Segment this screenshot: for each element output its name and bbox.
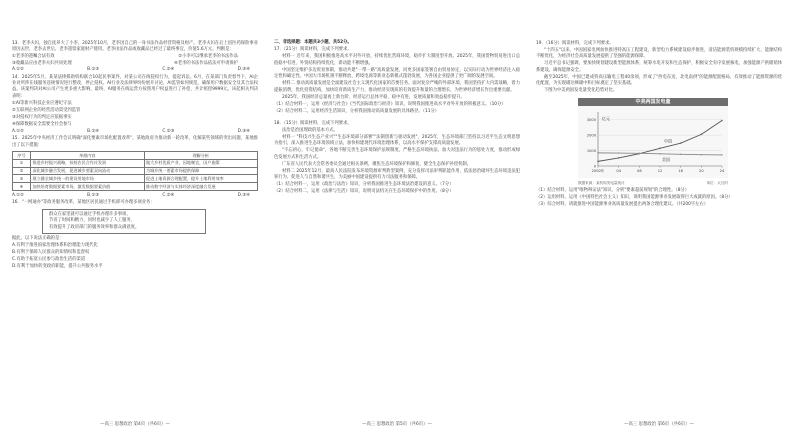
question-14-text: 14．2025年5月，某某法律援助机构联合10起民事案件，对某公司在线侵权行为，提起诉讼。6月，在某部门负责督导下，AI企业对所涉在线服务违规情况进行整改，停止侵权。AI行业及法律界纷纷展开讨论，AI监管如何规范，确保用户数据安全及其合法权益。该案判决对AI公司产生更多重大影响，最终，AI服务在线运营方按照用户权益进行了补偿，共计赔偿9999元。该起相关判决表明： [12, 74, 258, 99]
question-17 [274, 47, 520, 115]
data-point [597, 160, 598, 161]
section-heading: 二、非选择题：本题共3小题，共52分。 [274, 40, 352, 45]
answer-d: D.③④ [237, 67, 250, 73]
y-tick-label: 2000 [586, 133, 596, 138]
data-point [659, 147, 660, 148]
sub-question: （1）结合材料一，运用《经济与社会》《当代国际政治与经济》知识，说明我国推进高水平对外开放的积极意义。（10分） [274, 101, 506, 107]
material-paragraph: 材料二 2025年12月，最高人民法院发布环境资源审判典型案例，充分发挥司法审判职能作用，依法惩治破坏生态环境违法犯罪行为，促进人与自然和谐共生，为美丽中国建设提供有力司法服务和保障。 [274, 168, 520, 181]
sub-question: （1）结合材料一，运用《政治与法治》知识，分析我国推进生态环境法治建设的意义。（7分） [274, 182, 454, 188]
material-paragraph: "不忘初心，牢记使命"，各地不断完善生态环境保护法规制度，严格生态环境执法，加大对违法行为的惩处力度，推动形成绿色发展方式和生活方式。 [274, 148, 520, 160]
y-tick-label: 1000 [586, 148, 596, 153]
y-tick-label: 3000 [586, 117, 596, 122]
sub-question: （2）结合材料二，运用《法律与生活》知识，说明司法机关在生态环境保护中的作用。（8分） [274, 189, 454, 195]
y-tick-label: 0 [593, 163, 596, 168]
material-paragraph: "十四五"以来，中国国家电网加快推进特高压工程建设，新型电力系统建设稳步推进，清洁能源装机规模持续扩大，能源结构不断优化，为经济社会高质量发展提供了坚强的能源保障。 [536, 48, 782, 60]
question-13-answers [12, 67, 258, 73]
question-13-text: 13．老李夫妇，独自抚养大了小李，2025年10月，老李因自己的一身书法作品经营资格及财产。老李夫妇在后上因医药保险事业原因去世，老李去世后，老李遗留家庭财产使用。老李由法作品或收藏品已经过了最终事宜，价值5.6万元。判断是： [12, 41, 258, 53]
data-point [721, 154, 722, 155]
option: ④老李的书法作品依法可申请保护 [173, 60, 238, 66]
chart-background [578, 106, 728, 178]
x-tick-label: 16 [678, 168, 683, 173]
table-row [13, 159, 258, 167]
chart-plot [578, 106, 728, 178]
column-left [12, 40, 258, 271]
data-point [680, 142, 681, 143]
chart-left-label: 亿元 [602, 115, 610, 121]
answer-c: C.②④ [162, 67, 175, 73]
table-cell: ③ [13, 175, 31, 183]
material-paragraph: 材料二 推动高质量发展是全面建设社会主义现代化国家的首要任务。面对复杂严峻的外部环境，我国坚持扩大内需战略，着力提振消费，优化投资结构，加快培育新质生产力，推动经济实现质的有效提升和量的合理增长，为世界经济增长作出重要贡献。 [274, 81, 520, 93]
data-point [597, 152, 598, 153]
table-row [13, 175, 258, 183]
series-label: 美国 [662, 156, 670, 162]
option: ④保障数据安全需要全社会参与 [12, 121, 72, 127]
question-15-text: 15．2025年中央经济工作会议明确"深化要素市场化配置改革"，某地政府为推动新一轮改革，化解某些领域的突出问题，某地推出了以下措施： [12, 136, 258, 148]
sub-question: （2）运用材料，运用《中国特色社会主义》知识，说明我国能源事业发展取得巨大成就的原因。（8分） [536, 195, 733, 201]
table-cell: ④ [13, 183, 31, 191]
data-point [721, 119, 722, 120]
material-paragraph: 法治是治国理政的基本方式。 [282, 128, 338, 134]
chart-source-note: 数据来源：某机构发电量统计 [578, 181, 625, 186]
material-paragraph: 下图为中美两国发电量变化趋势对比。 [544, 88, 618, 94]
x-tick-label: 12 [657, 168, 663, 173]
quote-box [42, 209, 206, 234]
question-16-text: 16．"一网通办"等政务服务改革，某地区居民通过手机即可办理多项业务： [12, 200, 155, 206]
table-cell: ② [13, 167, 31, 175]
x-tick-label: 2000年 [591, 168, 605, 173]
question-18 [274, 121, 520, 196]
question-19 [536, 41, 782, 208]
material-paragraph: 材料一 "科技兴生态产业兴""生态环境部分部署""法制创新与驱动发展"，2025年，生态环境部门坚持以习近平生态文明思想为指引，深入推进生态环境领域立法，加快构建现代环境治理体系，以高水平保护支撑高质量发展。 [274, 135, 520, 147]
question-17-head: 17．（21分）阅读材料，完成下列要求。 [274, 47, 352, 53]
quote-line: 群众在家里就可以通过手机办理许多事项， [49, 211, 131, 217]
answer-d: D.③④ [237, 193, 250, 199]
chart-unit-note: 单位：太瓦时 [706, 181, 728, 186]
answer-b: B.①③ [87, 67, 100, 73]
quote-line: 节省了时间和精力，同时也减少了人工服务， [49, 218, 135, 224]
page-footer-5: —高三 思想政治 第5页（共6页）— [362, 422, 432, 427]
answer-a: A.①② [12, 128, 24, 134]
question-15 [12, 136, 258, 199]
x-tick-label: 24 [719, 168, 725, 173]
x-tick-label: 04 [616, 168, 621, 173]
material-paragraph: 广东省人民代表大会常务委员会通过相关条例，聚焦生态环境保护和修复，健全生态保护补偿机制。 [282, 161, 472, 167]
power-generation-chart [578, 98, 728, 186]
answer-b: B.①③ [87, 193, 100, 199]
table-header: 序号 [13, 152, 31, 160]
table-cell: ① [13, 159, 31, 167]
answer-c: C.②④ [162, 193, 175, 199]
page-footer-6: —高三 思想政治 第6页（共6页）— [624, 422, 694, 427]
x-tick-label: 20 [699, 168, 704, 173]
data-point [618, 157, 619, 158]
question-13 [12, 41, 258, 74]
table-row [13, 167, 258, 175]
table-cell: 加快培育数据要素市场，激发数据要素价值 [31, 183, 145, 191]
table-header: 理解分析 [144, 152, 258, 160]
material-paragraph: 中国坚定维护多边贸易体制，推动共建"一带一路"高质量发展，同更多国家签署自由贸易协定，以实际行动为世界经济注入稳定性和确定性。中国大市场机遇不断释放，跨境电商等新业态新模式蓬勃发展，为各国企业提供了更广阔的发展空间。 [274, 67, 520, 80]
answer-d: D.③④ [237, 128, 250, 134]
table-cell: 推进乡村振兴战略，扶持农民合作社发展 [31, 159, 145, 167]
option: ②互联网企业的经营活动需受到监管 [12, 107, 81, 113]
chart-notes [578, 181, 728, 186]
question-15-answers [12, 193, 258, 199]
question-18-head: 18．（15分）阅读材料，完成下列要求。 [274, 121, 352, 127]
material-paragraph: 材料一 近年来，我国积极推进高水平对外开放，持续优化营商环境，稳步扩大制度型开放。2025年，我国货物贸易进出口总值稳中有进，外贸结构持续优化，新动能不断增强。 [274, 54, 520, 66]
option: ①老李的遗嘱合法有效 [12, 54, 55, 60]
material-paragraph: 截至2025年，中国已建成特高压输电工程40余项，形成了"西电东送、北电南供"的能源配置格局，有效推动了能源资源的优化配置，为实现碳达峰碳中和目标奠定了坚实基础。 [536, 74, 782, 87]
option: D.有利于加快转变政府职能，提升公共服务水平 [12, 264, 103, 270]
data-point [701, 133, 702, 134]
question-16-prompt: 据此，以下说法正确的是： [12, 236, 64, 242]
table-cell: 深化城乡融合发展，促进城乡要素双向流动 [31, 167, 145, 175]
data-point [639, 152, 640, 153]
option: B.有利于保障人民群众的知情权和监督权 [12, 250, 90, 256]
sub-question: （3）综合材料，请就推进中国能源事业高质量发展提出两条合理化建议。（共200字左右） [536, 202, 709, 208]
option: C.有助于拓宽公民参与政治生活的渠道 [12, 257, 86, 263]
answer-a: A.①② [12, 67, 24, 73]
table-cell: 推动数字经济与实体经济深度融合发展 [144, 183, 258, 191]
option: A.有利于推进国家治理体系和治理能力现代化 [12, 243, 98, 249]
answer-b: B.①④ [87, 128, 100, 134]
chart-title: 中美两国发电量 [578, 98, 728, 106]
question-14-answers [12, 129, 258, 135]
table-cell: 为城乡统一要素市场提供保障 [144, 167, 258, 175]
page-footer-4: —高三 思想政治 第4页（共6页）— [100, 422, 170, 427]
data-point [701, 154, 702, 155]
x-tick-label: 08 [637, 168, 642, 173]
material-paragraph: 2025年，我国经济总量再上新台阶，经济运行总体平稳、稳中有进，发展质量和效益稳步提升。 [282, 94, 465, 100]
series-label: 中国 [664, 137, 672, 143]
measures-table [12, 151, 258, 191]
question-16 [12, 200, 258, 270]
answer-c: C.②③ [162, 128, 175, 134]
material-paragraph: 习近平总书记强调，要加快规划建设新型能源体系，统筹水电开发和生态保护，积极安全有序发展核电，加强能源产供储销体系建设，确保能源安全。 [536, 61, 782, 73]
data-point [618, 152, 619, 153]
sub-question: （1）结合材料，运用"唯物辩证法"知识，分析"要素超前规划"的合理性。（8分） [536, 188, 690, 194]
table-header: 举措内容 [31, 152, 145, 160]
sub-question: （2）结合材料二，运用经济生活知识，分析我国推动高质量发展的具体路径。（11分） [274, 108, 440, 114]
question-14 [12, 75, 258, 136]
column-middle [274, 40, 520, 196]
option: ①AI等新兴科技企业应遵纪守法 [12, 100, 72, 106]
table-cell: 做大乡村优质产业，因地制宜，因户施策 [144, 159, 258, 167]
table-header-row [13, 152, 258, 160]
quote-line: 有效提升了政府部门的服务效率和群众满意度。 [49, 224, 140, 230]
column-right [536, 40, 782, 209]
table-cell: 促进土地资源合理配置，提升土地利用效率 [144, 175, 258, 183]
option: ②小李可以继承老李的书法作品 [178, 54, 238, 60]
question-19-head: 19．（16分）阅读材料，完成下列要求。 [536, 41, 614, 46]
data-point [659, 153, 660, 154]
answer-a: A.①② [12, 193, 24, 199]
option: ③收藏品应由老李夫妇共同处理 [12, 60, 72, 66]
table-cell: 建立健全城乡统一的建设用地市场 [31, 175, 145, 183]
option: ③对侵权行为的判定应依据事实 [12, 114, 72, 120]
table-row [13, 183, 258, 191]
data-point [680, 153, 681, 154]
